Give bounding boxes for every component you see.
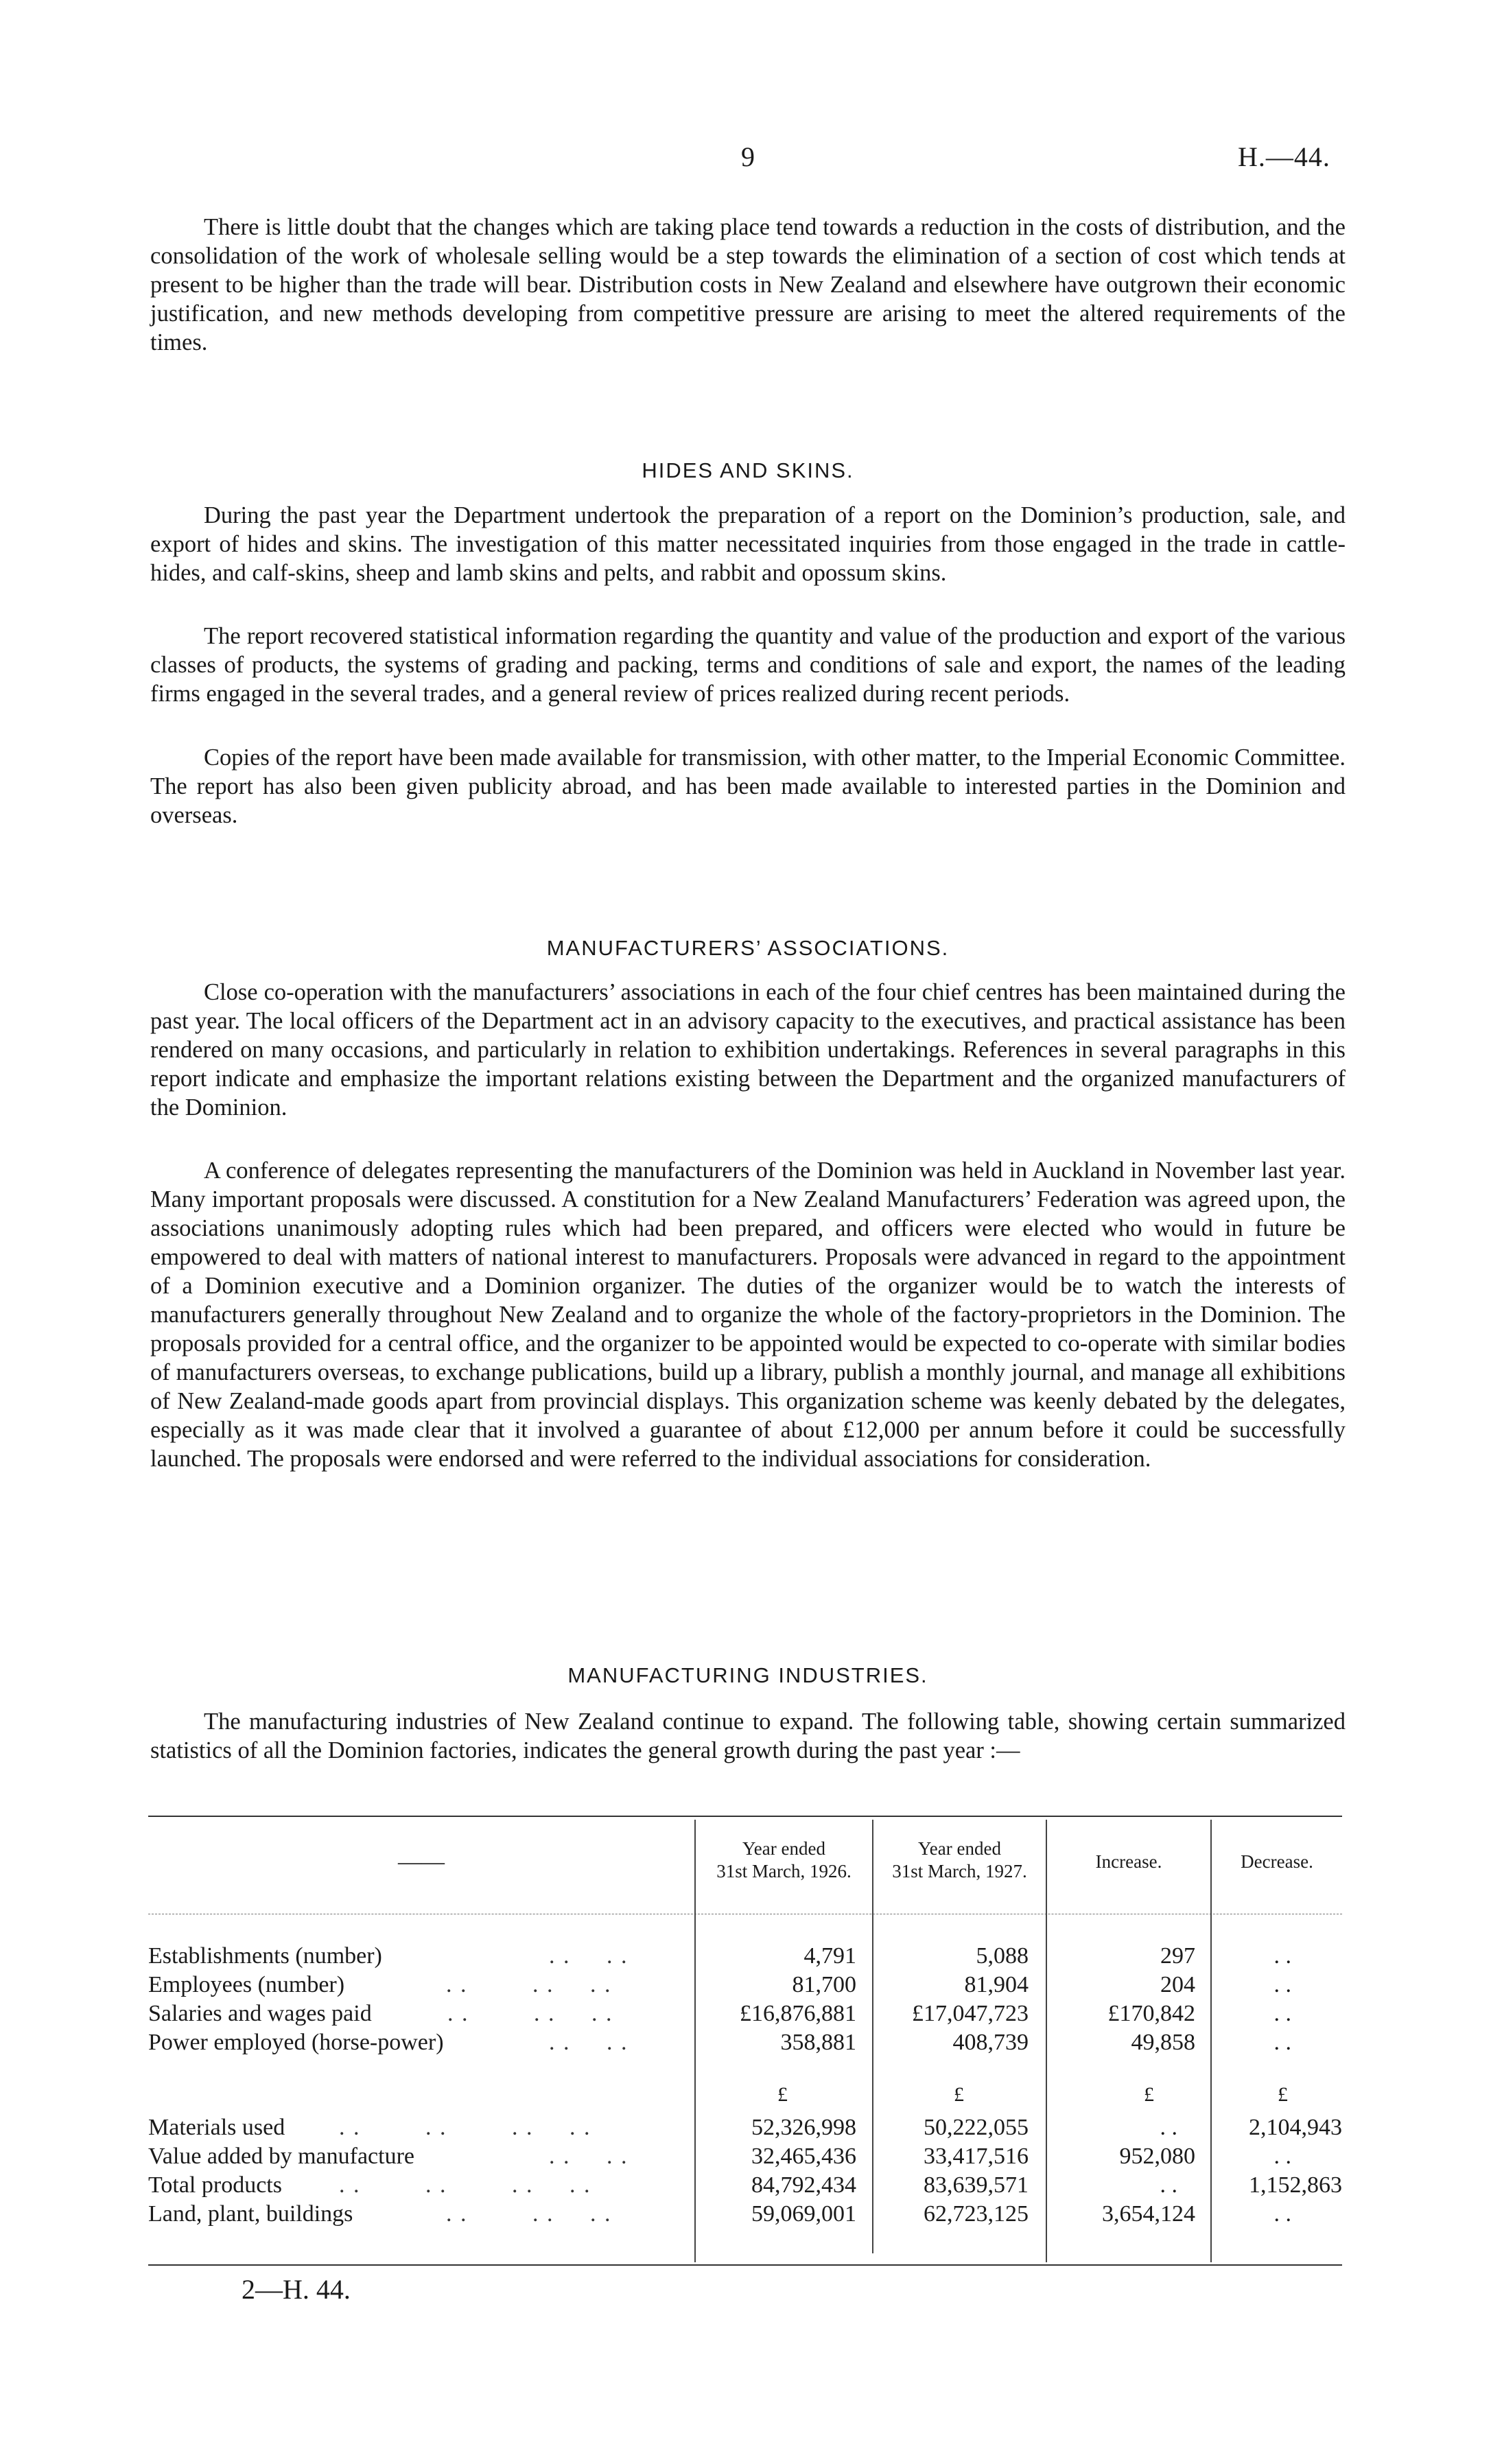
- page-signature: 2—H. 44.: [242, 2274, 351, 2305]
- leader-dots: . . . .: [549, 2144, 629, 2169]
- hides-skins-paragraph-1: During the past year the Department undertook the preparation of a report on the Dominion’s production, sale, and export of hides and skins. The investigation of this matter necessitated inquiries from those engaged in the trade in cattle-hides, and calf-skins, sheep and lamb skins and pelts, and rabbit and opossum skins.: [150, 502, 1346, 586]
- table-row: Total products . . . . . . . . 84,792,434 83,639,571 . . 1,152,863: [148, 2172, 1342, 2198]
- leader-dots: . . . .: [549, 1943, 629, 1969]
- table-row: Materials used . . . . . . . . 52,326,998 50,222,055 . . 2,104,943: [148, 2115, 1342, 2140]
- stub-header: ——: [398, 1849, 445, 1875]
- column-header-increase: Increase.: [1095, 1851, 1162, 1872]
- table-bottom-rule: [148, 2264, 1342, 2266]
- currency-unit-increase: £: [1144, 2083, 1154, 2106]
- table-row: Value added by manufacture . . . . 32,465,436 33,417,516 952,080 . .: [148, 2144, 1291, 2169]
- hides-skins-paragraph-2: The report recovered statistical information regarding the quantity and value of the production and export of the various classes of products, the systems of grading and packing, terms and conditions of sale and export, the names of the leading firms engaged in the several trades, and a general review of prices realized during recent periods.: [150, 623, 1346, 707]
- leader-dots: . . . . . . . .: [339, 2172, 591, 2198]
- intro-paragraph: There is little doubt that the changes which are taking place tend towards a reduction in the costs of distribution, and the consolidation of the work of wholesale selling would be a step towards the elimination of a section of cost which tends at present to be higher than the trade will bear. Distribution costs in New Zealand and elsewhere have outgrown their economic justification, and new methods developing from competitive pressure are arising to meet the altered requirements of the times.: [150, 214, 1346, 355]
- table-row: Establishments (number) . . . . 4,791 5,088 297 . .: [148, 1943, 1291, 1969]
- table-row: Employees (number) . . . . . . 81,700 81,904 204 . .: [148, 1972, 1291, 1997]
- hides-skins-paragraph-3: Copies of the report have been made available for transmission, with other matter, to the Imperial Economic Committee. The report has also been given publicity abroad, and has been made available to interested parties in the Dominion and overseas.: [150, 744, 1346, 828]
- manufacturers-associations-paragraph-1: Close co-operation with the manufacturers’ associations in each of the four chief centres has been maintained during the past year. The local officers of the Department act in an advisory capacity to the executives, and practical assistance has been rendered on many occasions, and particularly in relation to exhibition undertakings. References in several paragraphs in this report indicate and emphasize the important relations existing between the Department and the organized manufacturers of the Dominion.: [150, 979, 1346, 1120]
- currency-unit-decrease: £: [1278, 2083, 1288, 2106]
- page-number: 9: [741, 141, 755, 172]
- hides-skins-heading: HIDES AND SKINS.: [642, 458, 854, 482]
- table-row: Power employed (horse-power) . . . . 358,881 408,739 49,858 . .: [148, 2030, 1291, 2055]
- column-header-decrease: Decrease.: [1241, 1851, 1313, 1872]
- manufacturers-associations-paragraph-2: A conference of delegates representing the manufacturers of the Dominion was held in Auckland in November last year. Many important proposals were discussed. A constitution for a New Zealand Manufacturers’ Federation was agreed upon, the associations unanimously adopting rules which had been prepared, and officers were elected who would in future be empowered to deal with matters of national interest to manufacturers. Proposals were advanced in regard to the appointment of a Dominion executive and a Dominion organizer. The duties of the organizer would be to watch the interests of manufacturers generally throughout New Zealand and to organize the whole of the factory-proprietors in the Dominion. The proposals provided for a central office, and the organizer to be appointed would be expected to co-operate with similar bodies of manufacturers overseas, to exchange publications, build up a library, publish a monthly journal, and manage all exhibitions of New Zealand-made goods apart from provincial displays. This organization scheme was keenly debated by the delegates, especially as it was made clear that it involved a guarantee of about £12,000 per annum before it could be successfully launched. The proposals were endorsed and were referred to the individual associations for consideration.: [150, 1158, 1346, 1472]
- column-header-1927: Year ended 31st March, 1927.: [892, 1838, 1027, 1881]
- leader-dots: . . . . . .: [447, 2001, 613, 2026]
- currency-unit-1927: £: [954, 2083, 964, 2106]
- leader-dots: . . . . . . . .: [339, 2115, 591, 2140]
- manufacturing-industries-heading: MANUFACTURING INDUSTRIES.: [567, 1663, 928, 1687]
- table-row: Salaries and wages paid . . . . . . £16,876,881 £17,047,723 £170,842 . .: [148, 2001, 1291, 2026]
- manufacturers-associations-heading: MANUFACTURERS’ ASSOCIATIONS.: [546, 936, 950, 960]
- table-top-rule: [148, 1816, 1342, 1817]
- table-row: Land, plant, buildings . . . . . . 59,069,001 62,723,125 3,654,124 . .: [148, 2201, 1291, 2227]
- leader-dots: . . . . . .: [446, 2201, 612, 2227]
- column-header-1926: Year ended 31st March, 1926.: [716, 1838, 852, 1881]
- leader-dots: . . . . . .: [446, 1972, 612, 1997]
- leader-dots: . . . .: [549, 2030, 629, 2055]
- report-reference: H.—44.: [1238, 141, 1330, 172]
- manufacturing-industries-paragraph: The manufacturing industries of New Zealand continue to expand. The following table, showing certain summarized statistics of all the Dominion factories, indicates the general growth during the past year :—: [150, 1709, 1346, 1763]
- currency-unit-1926: £: [777, 2083, 788, 2106]
